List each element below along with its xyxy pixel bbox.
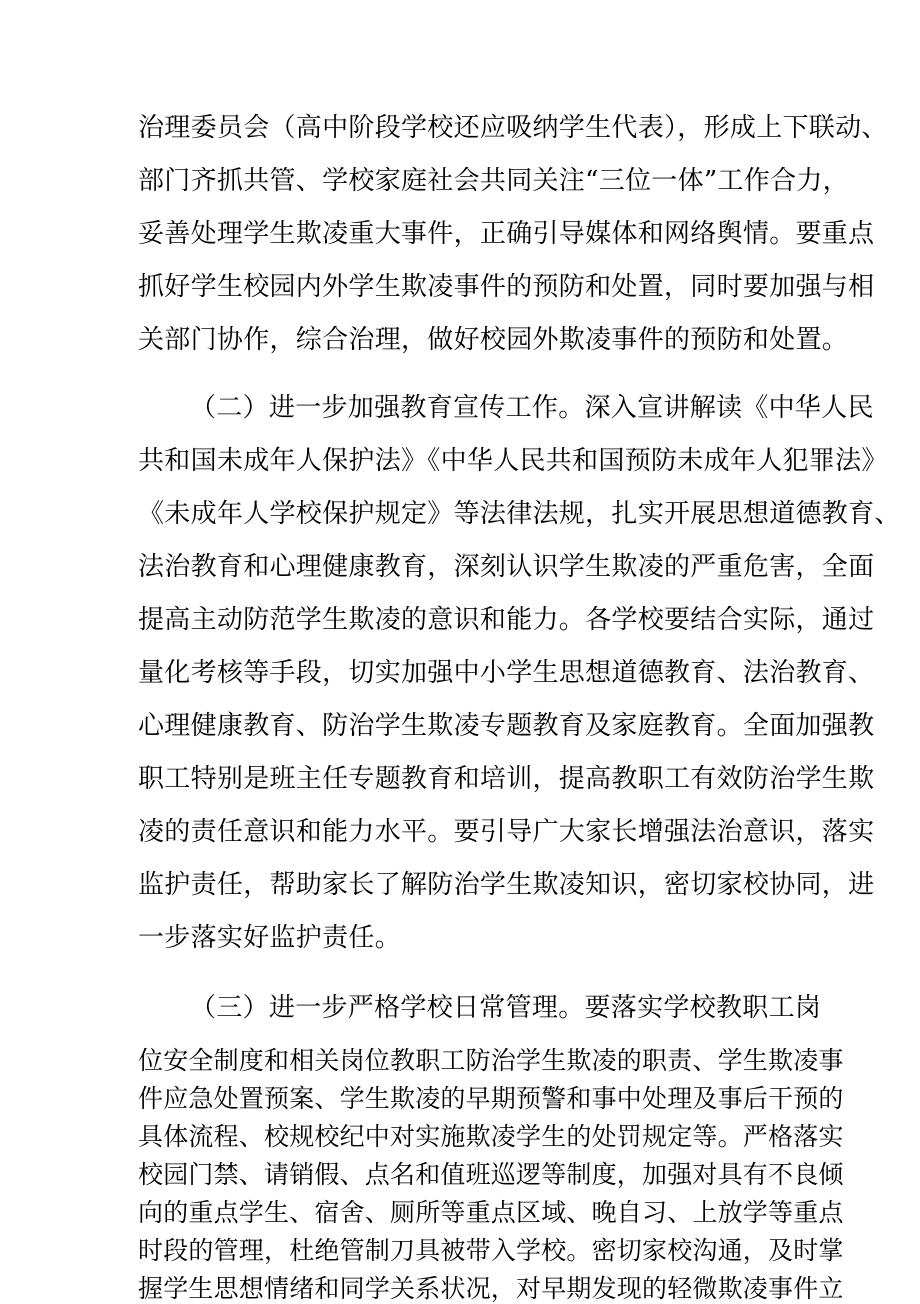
section-heading-line: （三）进一步严格学校日常管理。要落实学校教职工岗	[190, 993, 822, 1023]
text-line: 心理健康教育、防治学生欺凌专题教育及家庭教育。全面加强教	[138, 711, 875, 741]
text-line: 凌的责任意识和能力水平。要引导广大家长增强法治意识，落实	[138, 817, 875, 847]
text-line: 位安全制度和相关岗位教职工防治学生欺凌的职责、学生欺凌事	[138, 1046, 844, 1075]
text-line: 向的重点学生、宿舍、厕所等重点区域、晚自习、上放学等重点	[138, 1198, 844, 1227]
section-heading-line: （二）进一步加强教育宣传工作。深入宣讲解读《中华人民	[190, 393, 874, 423]
text-line: 法治教育和心理健康教育，深刻认识学生欺凌的严重危害，全面	[138, 552, 875, 582]
text-line: 职工特别是班主任专题教育和培训，提高教职工有效防治学生欺	[138, 764, 875, 794]
text-line: 治理委员会（高中阶段学校还应吸纳学生代表），形成上下联动、	[138, 113, 888, 143]
text-line: 部门齐抓共管、学校家庭社会共同关注“三位一体”工作合力，	[138, 166, 849, 196]
text-line: 《未成年人学校保护规定》等法律法规，扎实开展思想道德教育、	[138, 499, 901, 529]
text-line: 提高主动防范学生欺凌的意识和能力。各学校要结合实际，通过	[138, 605, 875, 635]
text-line: 校园门禁、请销假、点名和值班巡逻等制度，加强对具有不良倾	[138, 1160, 844, 1189]
text-line: 关部门协作，综合治理，做好校园外欺凌事件的预防和处置。	[138, 325, 849, 355]
text-line: 时段的管理，杜绝管制刀具被带入学校。密切家校沟通，及时掌	[138, 1236, 844, 1265]
text-line: 妥善处理学生欺凌重大事件，正确引导媒体和网络舆情。要重点	[138, 219, 875, 249]
text-line: 量化考核等手段，切实加强中小学生思想道德教育、法治教育、	[138, 658, 875, 688]
text-line: 件应急处置预案、学生欺凌的早期预警和事中处理及事后干预的	[138, 1084, 844, 1113]
text-line: 具体流程、校规校纪中对实施欺凌学生的处罚规定等。严格落实	[138, 1122, 844, 1151]
text-line: 抓好学生校园内外学生欺凌事件的预防和处置，同时要加强与相	[138, 272, 875, 302]
text-line: 共和国未成年人保护法》《中华人民共和国预防未成年人犯罪法》	[138, 446, 888, 476]
text-line: 一步落实好监护责任。	[138, 923, 402, 953]
text-line: 监护责任，帮助家长了解防治学生欺凌知识，密切家校协同，进	[138, 870, 875, 900]
text-line: 握学生思想情绪和同学关系状况，对早期发现的轻微欺凌事件立	[138, 1274, 844, 1303]
